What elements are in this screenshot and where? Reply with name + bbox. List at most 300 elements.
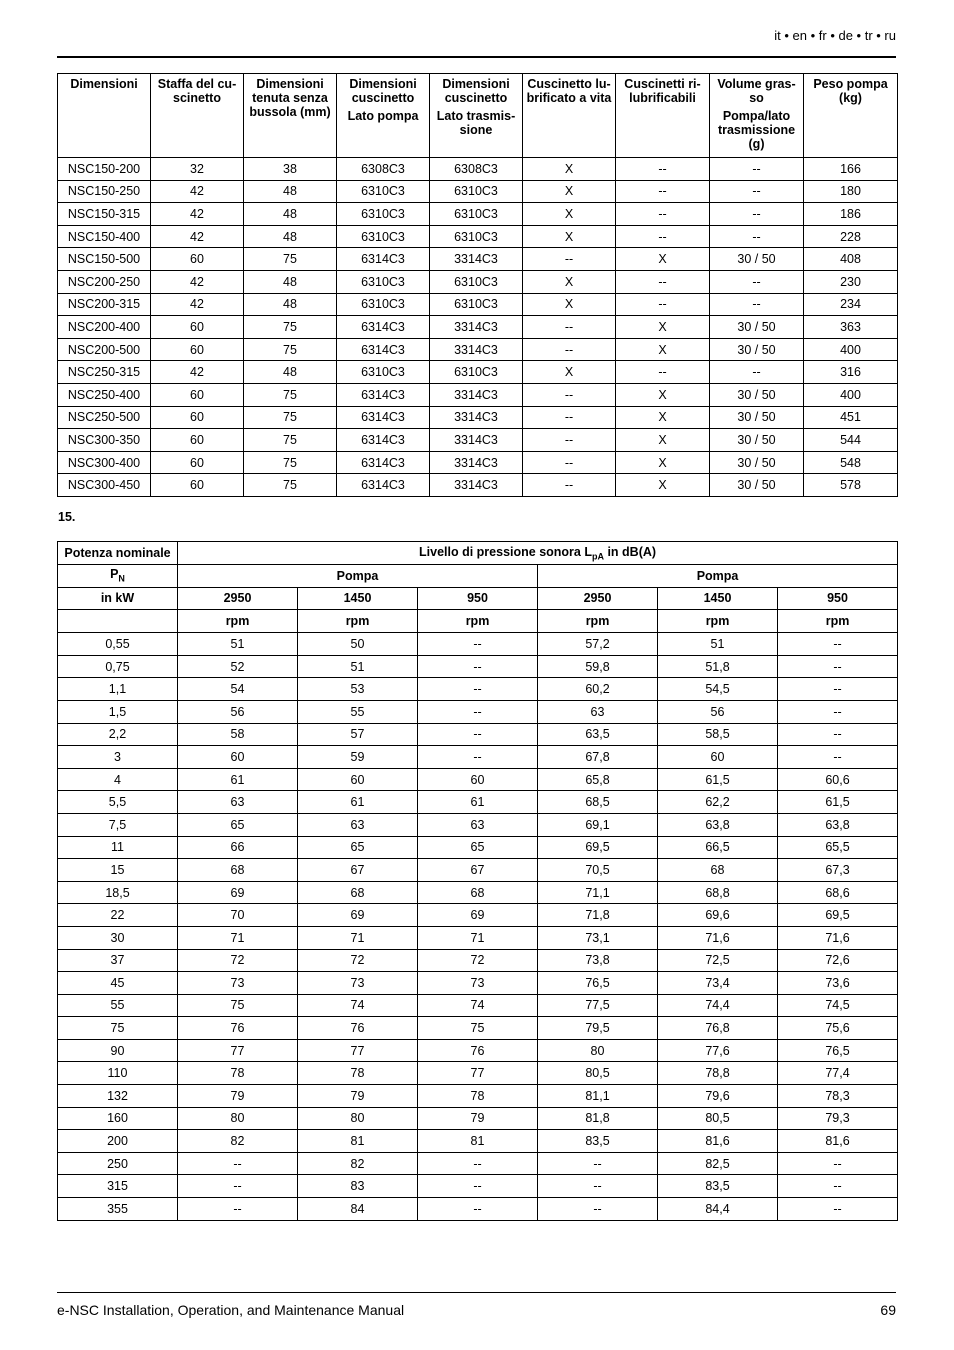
table-cell: 72 [298,949,418,972]
table-cell: 363 [804,316,898,339]
table-cell: -- [523,429,616,452]
table-row [58,383,898,406]
table-cell: 66,5 [658,836,778,859]
table-cell: 73,1 [538,926,658,949]
table-cell: 60 [151,383,244,406]
table-cell: 75 [58,1017,178,1040]
bearing-dimensions-table [57,73,898,497]
table-cell: 48 [244,225,337,248]
table-cell: 90 [58,1039,178,1062]
table-cell: 74,4 [658,994,778,1017]
table-cell: -- [616,361,710,384]
table-cell: 79,5 [538,1017,658,1040]
speed-header: 950 [778,587,898,610]
table-cell: -- [616,158,710,181]
table-cell: 80,5 [658,1107,778,1130]
table-cell: 73,6 [778,972,898,995]
table-cell: 74,5 [778,994,898,1017]
table-cell: 71,6 [658,926,778,949]
table-cell: -- [418,700,538,723]
table-cell: 6310C3 [430,270,523,293]
table-cell: 63 [178,791,298,814]
table-cell: 73 [298,972,418,995]
table-cell: 60 [151,316,244,339]
table-cell: X [523,361,616,384]
table-cell: 79 [418,1107,538,1130]
table-cell: 55 [58,994,178,1017]
table-cell: 75 [244,338,337,361]
table-row [58,972,898,995]
table-cell: 78 [298,1062,418,1085]
table-cell: 60 [151,406,244,429]
table-cell: 69 [178,881,298,904]
table-cell: NSC300-450 [58,474,151,497]
table-cell: 3314C3 [430,451,523,474]
table-cell: 77 [418,1062,538,1085]
table-row [58,1107,898,1130]
table-cell: 72,5 [658,949,778,972]
table-cell: 180 [804,180,898,203]
speed-header: 2950 [178,587,298,610]
table-cell: 69 [298,904,418,927]
table-cell: 78,3 [778,1085,898,1108]
table-cell: 60 [151,338,244,361]
language-list: it • en • fr • de • tr • ru [774,28,896,43]
table-cell: X [523,293,616,316]
table-cell: 37 [58,949,178,972]
pompa-group-header: Pompa [538,564,898,587]
table-cell: 59 [298,746,418,769]
table-row [58,203,898,226]
table-cell: 83,5 [538,1130,658,1153]
table-cell: 63,5 [538,723,658,746]
table-cell: 6310C3 [337,203,430,226]
table-row [58,406,898,429]
table-cell: 6310C3 [430,361,523,384]
table-cell: NSC300-350 [58,429,151,452]
table-cell: 60 [151,451,244,474]
table-cell: 81,8 [538,1107,658,1130]
table-row [58,361,898,384]
table-cell: 80 [178,1107,298,1130]
table-cell: -- [710,225,804,248]
table-cell: -- [778,700,898,723]
table-cell: 58 [178,723,298,746]
table-cell: 71 [418,926,538,949]
table-cell: 11 [58,836,178,859]
table-cell: -- [523,406,616,429]
table-cell: 81,6 [658,1130,778,1153]
table-cell: -- [778,746,898,769]
table-row [58,904,898,927]
table-cell: 68,5 [538,791,658,814]
table-cell: -- [616,203,710,226]
table-cell: 50 [298,633,418,656]
table-cell: 69 [418,904,538,927]
table-row [58,158,898,181]
table-cell: 160 [58,1107,178,1130]
table-cell: 3314C3 [430,316,523,339]
table-row [58,655,898,678]
table-cell: 65 [178,813,298,836]
table-cell: 42 [151,361,244,384]
table-cell: 42 [151,203,244,226]
footer-title: e-NSC Installation, Operation, and Maintenance Manual [57,1302,405,1318]
table-cell: 75 [244,383,337,406]
table-cell: 6310C3 [337,270,430,293]
table-row [58,746,898,769]
table-cell: 77,5 [538,994,658,1017]
table-cell: 70,5 [538,859,658,882]
table-cell: 75 [244,451,337,474]
table-cell: 228 [804,225,898,248]
table-cell: 75 [178,994,298,1017]
table-cell: 56 [178,700,298,723]
table-cell: 65,5 [778,836,898,859]
table-cell: -- [418,633,538,656]
table-cell: 74 [298,994,418,1017]
table-cell: 5,5 [58,791,178,814]
table-cell: 69,1 [538,813,658,836]
table-header-row [58,542,898,565]
sound-pressure-table [57,541,898,1221]
table-cell: X [523,270,616,293]
table-cell: -- [418,678,538,701]
table-cell: 48 [244,293,337,316]
table-cell: 68 [178,859,298,882]
table-cell: -- [778,723,898,746]
table-cell: 3314C3 [430,338,523,361]
table-row [58,474,898,497]
table-cell: 71 [178,926,298,949]
table-cell: 71,8 [538,904,658,927]
table-cell: 7,5 [58,813,178,836]
table-cell: NSC150-250 [58,180,151,203]
table-cell: 69,5 [778,904,898,927]
table-cell: -- [778,1152,898,1175]
table-cell: -- [418,1175,538,1198]
table-cell: 68,8 [658,881,778,904]
table-row [58,270,898,293]
table-cell: 408 [804,248,898,271]
table-cell: 6310C3 [337,225,430,248]
table-row [58,1085,898,1108]
table-cell: 166 [804,158,898,181]
table-cell: 186 [804,203,898,226]
table-cell: 63 [418,813,538,836]
table-cell: 60 [418,768,538,791]
column-header: Dimensioni [58,74,151,158]
table-cell: NSC200-250 [58,270,151,293]
table-cell: -- [418,723,538,746]
table-cell: 30 / 50 [710,338,804,361]
table-row [58,248,898,271]
table-cell: 30 [58,926,178,949]
table-row [58,994,898,1017]
table-row [58,836,898,859]
table-cell: -- [523,248,616,271]
table-row [58,338,898,361]
table-cell: NSC300-400 [58,451,151,474]
table-cell: X [616,338,710,361]
table-cell: 30 / 50 [710,451,804,474]
table-cell: 55 [298,700,418,723]
table-cell: 22 [58,904,178,927]
table-cell: 81 [418,1130,538,1153]
table-row [58,791,898,814]
table-cell: 60 [178,746,298,769]
table-cell: 54,5 [658,678,778,701]
table-cell: X [523,225,616,248]
table-cell: 72 [418,949,538,972]
table-cell: 6314C3 [337,429,430,452]
table-cell: 80 [538,1039,658,1062]
table-cell: NSC250-500 [58,406,151,429]
table-row [58,316,898,339]
table-row [58,1062,898,1085]
table-row [58,293,898,316]
table-cell: X [616,316,710,339]
table-cell: 53 [298,678,418,701]
table-cell: 77,6 [658,1039,778,1062]
table-cell: NSC150-200 [58,158,151,181]
table-cell: 4 [58,768,178,791]
table-cell: 68 [658,859,778,882]
table-row [58,926,898,949]
table-cell: 51 [178,633,298,656]
table-cell: 75,6 [778,1017,898,1040]
table-cell: 54 [178,678,298,701]
table-cell: 67 [418,859,538,882]
table-cell: 59,8 [538,655,658,678]
rpm-header: rpm [778,610,898,633]
table-cell: X [523,180,616,203]
column-header: Cuscinetto lu-brificato a vita [523,74,616,158]
table-cell: -- [538,1198,658,1221]
rpm-header: rpm [178,610,298,633]
table-cell: 48 [244,203,337,226]
table-cell: 60 [658,746,778,769]
column-header: Dimensioni tenuta senza bussola (mm) [244,74,337,158]
table-row [58,633,898,656]
table-cell: 79 [178,1085,298,1108]
table-cell: 78,8 [658,1062,778,1085]
table-cell: 355 [58,1198,178,1221]
table-cell: 63 [298,813,418,836]
table-cell: 6314C3 [337,383,430,406]
table-cell: 110 [58,1062,178,1085]
table-cell: -- [178,1175,298,1198]
unit-header: in kW [58,587,178,610]
table-row [58,1198,898,1221]
table-cell: 45 [58,972,178,995]
table-cell: 61 [298,791,418,814]
table-cell: 60,6 [778,768,898,791]
table-cell: 400 [804,383,898,406]
table-cell: 61 [178,768,298,791]
table-cell: 73,4 [658,972,778,995]
table-cell: -- [523,451,616,474]
table-cell: -- [710,203,804,226]
table-cell: 76 [418,1039,538,1062]
table-cell: 51 [658,633,778,656]
table-cell: -- [523,474,616,497]
table-cell: -- [778,678,898,701]
table-cell: 65 [418,836,538,859]
table-cell: 81,6 [778,1130,898,1153]
table-cell: 56 [658,700,778,723]
table-cell: 63,8 [778,813,898,836]
table-cell: 63 [538,700,658,723]
table-cell: 77 [298,1039,418,1062]
table-cell: 1,5 [58,700,178,723]
table-cell: 58,5 [658,723,778,746]
column-header: Staffa del cu-scinetto [151,74,244,158]
speed-header: 1450 [658,587,778,610]
table-row [58,813,898,836]
table-header-row [58,564,898,587]
table-cell: -- [616,225,710,248]
table-cell: 60 [151,429,244,452]
table-cell: 544 [804,429,898,452]
table-cell: 83 [298,1175,418,1198]
table-cell: 75 [418,1017,538,1040]
column-header: Volume gras-so Pompa/lato trasmissione (g) [710,74,804,158]
column-header: Dimensioni cuscinetto Lato pompa [337,74,430,158]
table-cell: 316 [804,361,898,384]
table-cell: 82 [298,1152,418,1175]
table-cell: 48 [244,180,337,203]
table-cell: NSC150-400 [58,225,151,248]
table-cell: -- [418,1198,538,1221]
table-cell: 67,8 [538,746,658,769]
pompa-group-header: Pompa [178,564,538,587]
column-header: Cuscinetti ri-lubrificabili [616,74,710,158]
table-cell: 75 [244,474,337,497]
table-cell: 73 [418,972,538,995]
table-cell: 70 [178,904,298,927]
table-cell: 81 [298,1130,418,1153]
table-cell: 32 [151,158,244,181]
table-cell: 80,5 [538,1062,658,1085]
table-cell: 83,5 [658,1175,778,1198]
table-cell: NSC150-500 [58,248,151,271]
table-row [58,859,898,882]
table-row [58,1130,898,1153]
table-cell: 60 [151,248,244,271]
table-cell: 30 / 50 [710,248,804,271]
table-cell: 3314C3 [430,429,523,452]
table-cell: -- [616,180,710,203]
table-cell: 6314C3 [337,451,430,474]
table-row [58,1039,898,1062]
table-cell: 3 [58,746,178,769]
table-cell: X [523,203,616,226]
table-cell: 79 [298,1085,418,1108]
table-cell: 30 / 50 [710,474,804,497]
table-cell: 75 [244,248,337,271]
table-cell: 548 [804,451,898,474]
table-cell: 75 [244,406,337,429]
table-cell: -- [616,270,710,293]
level-header: Livello di pressione sonora $L_{pA}$ in dB(A) [178,542,898,565]
table-cell: 67 [298,859,418,882]
table-cell: 69,6 [658,904,778,927]
table-cell: 6310C3 [430,225,523,248]
speed-header: 2950 [538,587,658,610]
table-cell: NSC250-315 [58,361,151,384]
table-cell: 51,8 [658,655,778,678]
table-cell: -- [523,383,616,406]
table-cell: 6310C3 [430,203,523,226]
table-cell: 71,1 [538,881,658,904]
table-cell: 73 [178,972,298,995]
table-cell: 60 [151,474,244,497]
table-cell: X [616,451,710,474]
pn-header: $P_N$ [58,564,178,587]
table-cell: 6314C3 [337,248,430,271]
table-cell: 30 / 50 [710,316,804,339]
table-cell: 66 [178,836,298,859]
table-cell: 3314C3 [430,383,523,406]
rpm-header: rpm [418,610,538,633]
table-cell: 73,8 [538,949,658,972]
table-cell: 61,5 [658,768,778,791]
potenza-header: Potenza nominale [58,542,178,565]
table-cell: X [616,248,710,271]
table-cell: -- [418,1152,538,1175]
table-row [58,451,898,474]
table-header-row [58,74,898,158]
table-row [58,225,898,248]
table-cell: 68 [418,881,538,904]
table-cell: X [616,474,710,497]
column-header: Dimensioni cuscinetto Lato trasmis-sione [430,74,523,158]
table-cell: X [523,158,616,181]
table-cell: 68,6 [778,881,898,904]
column-header: Peso pompa (kg) [804,74,898,158]
table-cell: 82,5 [658,1152,778,1175]
table-row [58,1175,898,1198]
table-cell: 74 [418,994,538,1017]
table-cell: 65,8 [538,768,658,791]
table-cell: 79,6 [658,1085,778,1108]
table-cell: 75 [244,316,337,339]
table-cell: 75 [244,429,337,452]
table-cell: 6314C3 [337,338,430,361]
table-cell: 81,1 [538,1085,658,1108]
table-cell: 48 [244,270,337,293]
table-cell: -- [178,1152,298,1175]
table-cell: 69,5 [538,836,658,859]
table-cell: -- [523,316,616,339]
table-cell: 230 [804,270,898,293]
table-row [58,180,898,203]
table-cell: 400 [804,338,898,361]
table-cell: -- [710,180,804,203]
table-cell: -- [710,361,804,384]
table-cell: -- [778,655,898,678]
table-cell: NSC200-315 [58,293,151,316]
table-cell: -- [538,1175,658,1198]
table-cell: 77 [178,1039,298,1062]
table-row [58,700,898,723]
table-cell: 6310C3 [337,180,430,203]
table-cell: 132 [58,1085,178,1108]
table-cell: 250 [58,1152,178,1175]
section-number: 15. [58,510,76,524]
table-cell: 200 [58,1130,178,1153]
